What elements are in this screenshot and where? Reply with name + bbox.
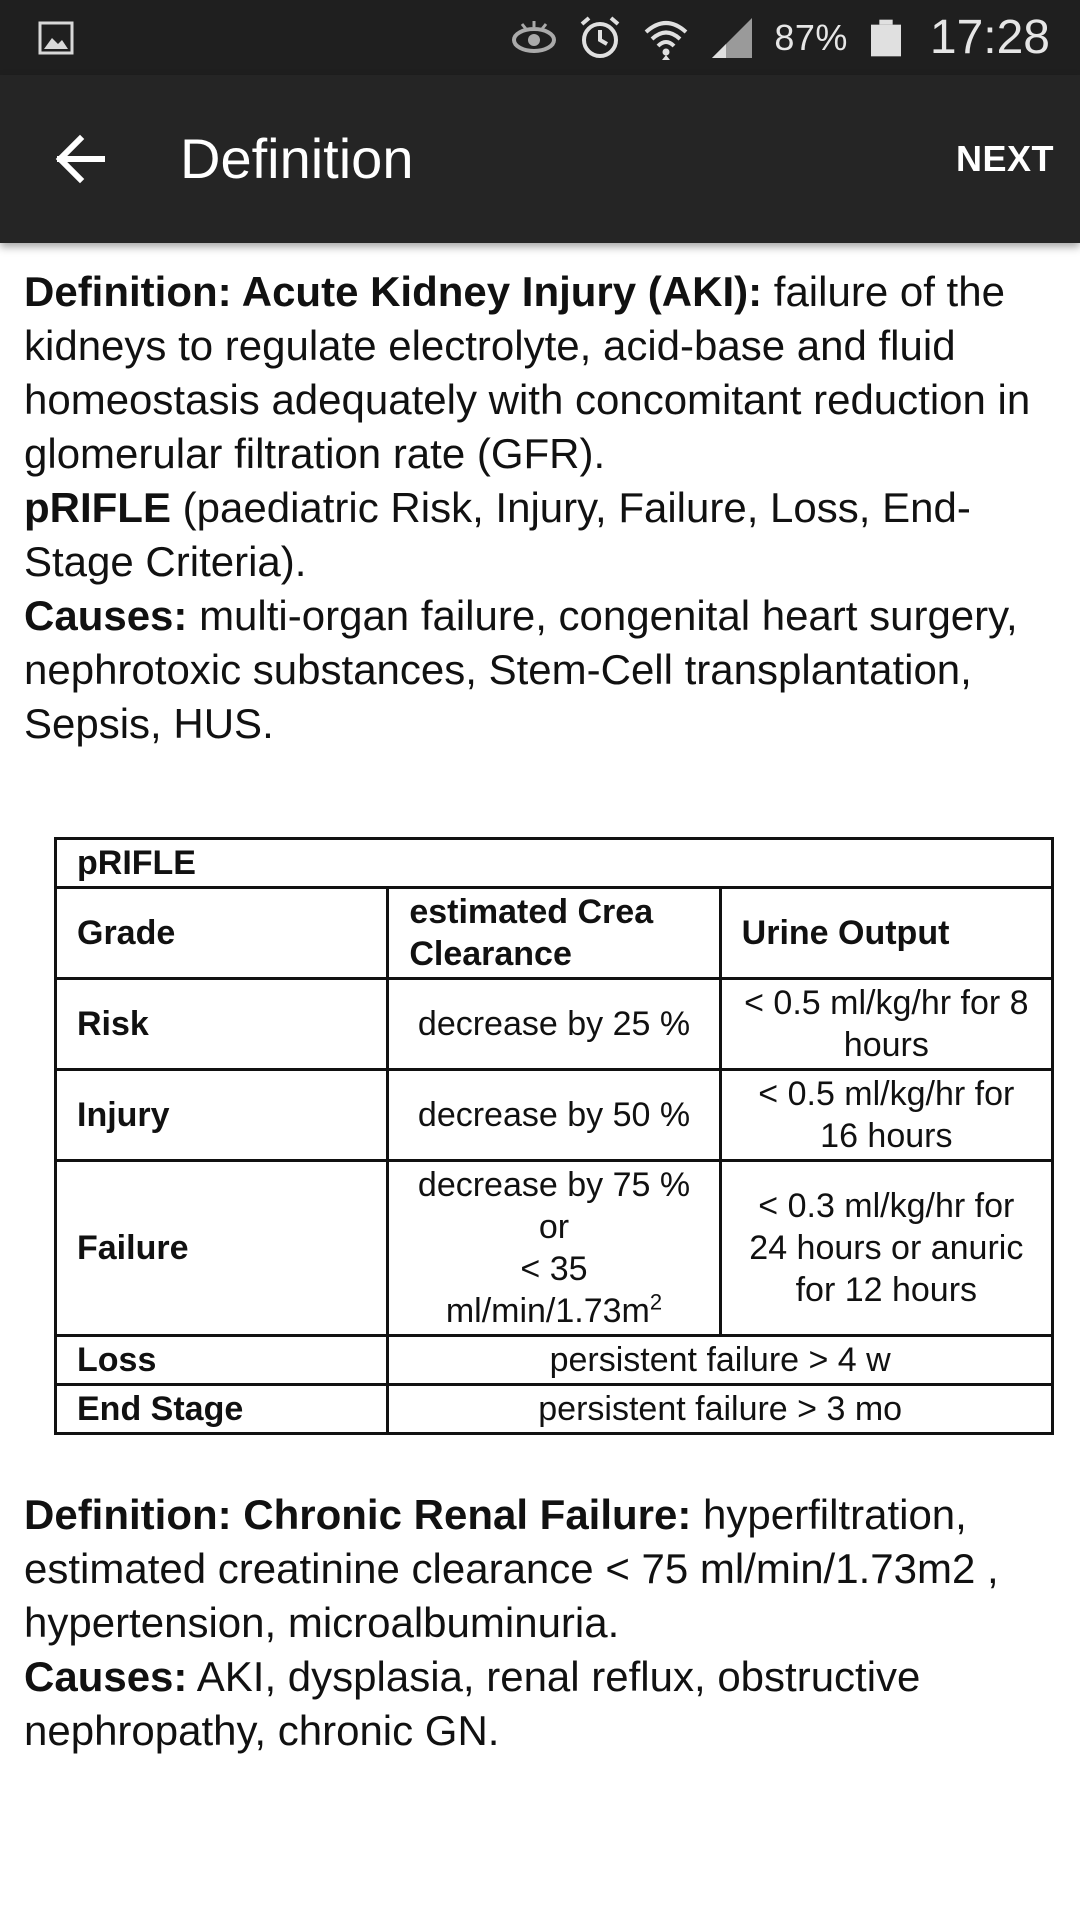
- alarm-icon: [576, 14, 624, 62]
- battery-percent: 87%: [774, 16, 848, 58]
- crf-definition: [24, 1488, 1060, 1650]
- crea-sup: 2: [649, 1289, 663, 1315]
- table-row: [56, 979, 1053, 1070]
- crf-section: [24, 1488, 1060, 1758]
- table-row: [56, 1336, 1053, 1385]
- header-crea: estimated Crea Clearance: [388, 888, 720, 979]
- table-row: [56, 1070, 1053, 1161]
- battery-icon: [866, 10, 906, 66]
- crea-line1: decrease by 75 % or: [417, 1166, 691, 1246]
- prifle-table-wrap: [54, 837, 1054, 1435]
- urine-cell: < 0.5 ml/kg/hr for 16 hours: [720, 1070, 1052, 1161]
- table-title-row: [56, 839, 1053, 888]
- prifle-definition: [24, 481, 1060, 589]
- prifle-table: [54, 837, 1054, 1435]
- aki-text: failure of the kidneys to regulate electrolyte, acid-base and fluid homeostasis adequately with concomitant reduction in glomerular filtration rate (GFR).: [24, 268, 1031, 477]
- crea-cell: [388, 1161, 720, 1336]
- grade-cell: Failure: [56, 1161, 388, 1336]
- aki-definition: [24, 265, 1060, 481]
- page-title: Definition: [180, 127, 414, 190]
- grade-cell: Risk: [56, 979, 388, 1070]
- clock: 17:28: [929, 11, 1050, 64]
- wifi-icon: [642, 14, 690, 62]
- grade-cell: End Stage: [56, 1385, 388, 1434]
- table-row: [56, 1161, 1053, 1336]
- next-button[interactable]: NEXT: [955, 138, 1054, 179]
- aki-section: [24, 265, 1060, 751]
- aki-causes-text: multi-organ failure, congenital heart surgery, nephrotoxic substances, Stem-Cell transplantation, Sepsis, HUS.: [24, 592, 1018, 747]
- eye-icon: [510, 14, 558, 62]
- header-urine: Urine Output: [720, 888, 1052, 979]
- span-cell: persistent failure > 3 mo: [388, 1385, 1053, 1434]
- crf-label: Definition: Chronic Renal Failure:: [24, 1491, 692, 1538]
- span-cell: persistent failure > 4 w: [388, 1336, 1053, 1385]
- back-button[interactable]: [40, 119, 120, 199]
- crf-causes: [24, 1650, 1060, 1758]
- gallery-icon: [38, 20, 74, 56]
- table-row: [56, 1385, 1053, 1434]
- grade-cell: Loss: [56, 1336, 388, 1385]
- aki-label: Definition: Acute Kidney Injury (AKI):: [24, 268, 763, 315]
- signal-icon: [708, 14, 756, 62]
- urine-cell: < 0.3 ml/kg/hr for 24 hours or anuric for 12 hours: [720, 1161, 1052, 1336]
- table-header-row: [56, 888, 1053, 979]
- prifle-text: (paediatric Risk, Injury, Failure, Loss, End-Stage Criteria).: [24, 484, 971, 585]
- aki-causes-label: Causes:: [24, 592, 188, 639]
- status-bar: [0, 0, 1080, 75]
- urine-cell: < 0.5 ml/kg/hr for 8 hours: [720, 979, 1052, 1070]
- crf-causes-text: AKI, dysplasia, renal reflux, obstructive nephropathy, chronic GN.: [24, 1653, 921, 1754]
- prifle-label: pRIFLE: [24, 484, 171, 531]
- header-grade: Grade: [56, 888, 388, 979]
- aki-causes: [24, 589, 1060, 751]
- app-bar: [0, 75, 1080, 243]
- status-icons: [510, 0, 1050, 75]
- grade-cell: Injury: [56, 1070, 388, 1161]
- crf-text: hyperfiltration, estimated creatinine clearance < 75 ml/min/1.73m2 , hypertension, microalbuminuria.: [24, 1491, 999, 1646]
- arrow-left-icon: [52, 131, 108, 187]
- crf-causes-label: Causes:: [24, 1653, 188, 1700]
- crea-cell: decrease by 50 %: [388, 1070, 720, 1161]
- crea-line2: < 35 ml/min/1.73m: [445, 1250, 650, 1330]
- table-title: pRIFLE: [56, 839, 1053, 888]
- crea-cell: decrease by 25 %: [388, 979, 720, 1070]
